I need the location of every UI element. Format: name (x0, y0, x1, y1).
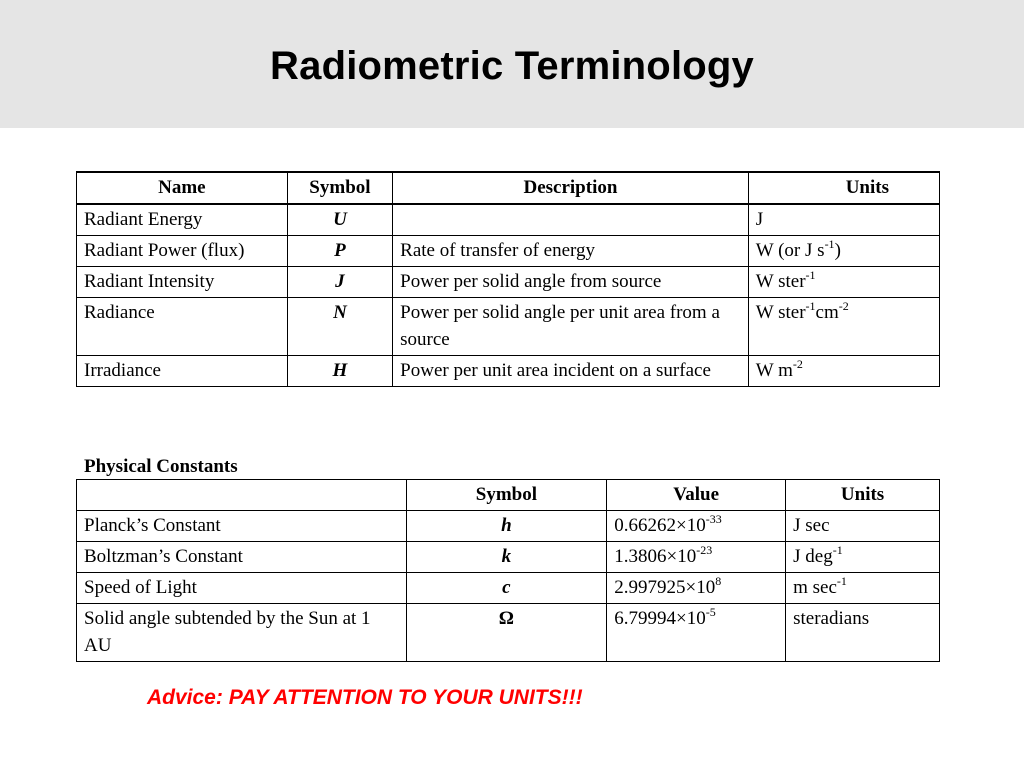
constant-units (786, 604, 940, 662)
physical-constants-table (76, 479, 940, 662)
constant-units (786, 511, 940, 542)
constant-units-exponent: -1 (836, 573, 847, 588)
term-units (748, 267, 939, 298)
constant-name: Speed of Light (77, 573, 407, 604)
constant-symbol: c (406, 573, 607, 604)
term-description (393, 204, 749, 236)
constant-units-base: J deg (793, 546, 833, 567)
terms-header-name: Name (77, 172, 288, 204)
constant-row (77, 542, 940, 573)
terms-header-row (77, 172, 940, 204)
terms-header-description: Description (393, 172, 749, 204)
term-units-base: J (755, 209, 764, 230)
constants-header-row (77, 480, 940, 511)
terms-row (77, 267, 940, 298)
physical-constants-heading: Physical Constants (84, 456, 238, 477)
term-units-exponent: -1 (805, 298, 816, 313)
constant-value-base: 0.66262×10 (614, 515, 706, 536)
term-units-exponent: -2 (838, 298, 849, 313)
constant-value (607, 604, 786, 662)
term-units-base: W ster (755, 271, 806, 292)
advice-note: Advice: PAY ATTENTION TO YOUR UNITS!!! (147, 686, 583, 709)
term-units-exponent: -2 (792, 356, 803, 371)
radiometric-terms-table (76, 171, 940, 387)
term-description: Power per solid angle from source (393, 267, 749, 298)
constants-header-name (77, 480, 407, 511)
constant-name: Planck’s Constant (77, 511, 407, 542)
constant-units-base: J sec (793, 515, 830, 536)
term-units-suffix: ) (834, 240, 841, 261)
term-name: Irradiance (77, 356, 288, 387)
term-description: Power per solid angle per unit area from a source (393, 298, 749, 356)
term-units (748, 298, 939, 356)
term-name: Radiant Energy (77, 204, 288, 236)
constants-header-units: Units (786, 480, 940, 511)
constant-symbol: k (406, 542, 607, 573)
term-name: Radiance (77, 298, 288, 356)
terms-row (77, 356, 940, 387)
term-description: Rate of transfer of energy (393, 236, 749, 267)
constant-units-base: m sec (793, 577, 837, 598)
term-units-suffix: cm (815, 302, 839, 323)
constant-value-exponent: -23 (696, 542, 713, 557)
terms-row (77, 204, 940, 236)
term-units-base: W m (755, 360, 793, 381)
term-units-base: W (or J s (755, 240, 825, 261)
terms-row (77, 298, 940, 356)
constant-symbol: h (406, 511, 607, 542)
constants-header-symbol: Symbol (406, 480, 607, 511)
constants-header-value: Value (607, 480, 786, 511)
constant-row (77, 511, 940, 542)
term-units-base: W ster (755, 302, 806, 323)
term-units-exponent: -1 (805, 267, 816, 282)
constant-row (77, 573, 940, 604)
terms-header-symbol: Symbol (287, 172, 392, 204)
constant-value-exponent: -33 (705, 511, 722, 526)
constant-row (77, 604, 940, 662)
constant-name: Boltzman’s Constant (77, 542, 407, 573)
constant-value (607, 573, 786, 604)
constant-units (786, 542, 940, 573)
constant-units-exponent: -1 (832, 542, 843, 557)
term-units (748, 236, 939, 267)
terms-row (77, 236, 940, 267)
constant-value-base: 2.997925×10 (614, 577, 716, 598)
slide-title: Radiometric Terminology (270, 44, 754, 88)
term-units-exponent: -1 (824, 236, 835, 251)
term-name: Radiant Power (flux) (77, 236, 288, 267)
constant-value-base: 1.3806×10 (614, 546, 697, 567)
constant-name: Solid angle subtended by the Sun at 1 AU (77, 604, 407, 662)
constant-value (607, 511, 786, 542)
constant-value (607, 542, 786, 573)
term-units (748, 356, 939, 387)
term-description: Power per unit area incident on a surface (393, 356, 749, 387)
term-symbol: U (287, 204, 392, 236)
term-symbol: H (287, 356, 392, 387)
constant-value-exponent: 8 (715, 573, 722, 588)
constant-value-base: 6.79994×10 (614, 608, 706, 629)
term-symbol: J (287, 267, 392, 298)
constant-units (786, 573, 940, 604)
constant-value-exponent: -5 (705, 604, 716, 619)
term-name: Radiant Intensity (77, 267, 288, 298)
terms-header-units: Units (748, 172, 939, 204)
omega-symbol: Ω (406, 604, 607, 662)
term-units (748, 204, 939, 236)
term-symbol: N (287, 298, 392, 356)
constant-units-base: steradians (793, 608, 870, 629)
term-symbol: P (287, 236, 392, 267)
